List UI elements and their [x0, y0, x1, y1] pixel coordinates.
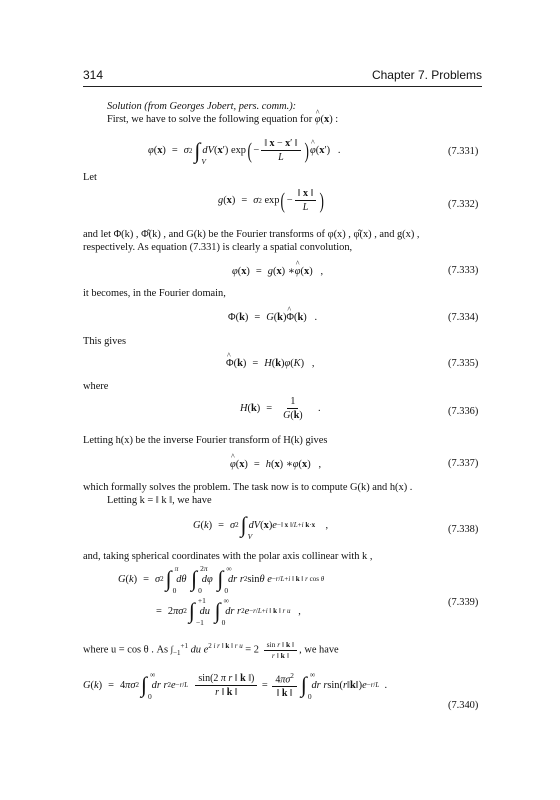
- paragraph-line: respectively. As equation (7.331) is clearly a spatial convolution,: [83, 242, 353, 253]
- paragraph-line: which formally solves the problem. The task now is to compute G(k) and h(x) .: [83, 482, 413, 493]
- paragraph-line: it becomes, in the Fourier domain,: [83, 288, 226, 299]
- equation-7-339-line1: G ( k ) = σ 2 ∫ π 0 dθ ∫ 2π 0 dφ ∫ ∞ 0 dr r 2 sin θ e −r/L+i ‖ k ‖ r cos θ: [118, 564, 325, 595]
- paragraph-line: Letting k = ‖ k ‖, we have: [107, 495, 212, 506]
- equation-7-335: ^ Φ ( k ) = H ( k ) φ ( K ) ,: [226, 358, 314, 369]
- let-text: Let: [83, 172, 97, 183]
- header-rule: [83, 86, 482, 87]
- solution-heading: Solution (from Georges Jobert, pers. comm.):: [107, 101, 297, 112]
- equation-7-340: G ( k ) = 4 πσ 2 ∫ ∞ 0 dr r 2 e −r/L $\frac{\text{sin(2 π r ‖ k ‖)}}{r ‖ k ‖}$ = $\frac{4\pi\sigma^2}{‖ k ‖}$ ∫ ∞ 0 dr r sin( r ‖ k ‖) e −r/L .: [83, 670, 388, 701]
- paragraph-line: and let Φ(k) , Φ̂(k) , and G(k) be the Fourier transforms of φ(x) , φ̂(x) , and g(x) ,: [83, 229, 420, 240]
- paragraph-line: where u = cos θ . As $\int_{-1}^{+1}$ du $e^{2 i r ‖ k ‖ r u} = 2$ $\frac{\text{sin r ‖ k ‖}}{r ‖ k ‖}$ , we have: [83, 639, 339, 660]
- intro-line: First, we have to solve the following equation for ^ φ(x) :: [107, 113, 507, 126]
- paragraph-line: and, taking spherical coordinates with the polar axis collinear with k ,: [83, 551, 373, 562]
- paragraph-line: This gives: [83, 336, 127, 347]
- eq-number: (7.333): [448, 265, 479, 276]
- eq-number: (7.334): [448, 312, 479, 323]
- eq-number: (7.340): [448, 700, 479, 711]
- paragraph-line: Letting h(x) be the inverse Fourier transform of H(k) gives: [83, 435, 328, 446]
- paragraph-line: where: [83, 381, 109, 392]
- page-number: 314: [83, 68, 104, 82]
- equation-7-334: Φ( k ) = G ( k ) ^ Φ ( k ) .: [228, 312, 317, 323]
- eq-number: (7.335): [448, 358, 479, 369]
- eq-number: (7.332): [448, 199, 479, 210]
- eq-number: (7.331): [448, 146, 479, 157]
- eq-number: (7.336): [448, 406, 479, 417]
- equation-7-339-line2: = 2 πσ 2 ∫ +1 −1 du ∫ ∞ 0 dr r 2 e −r/L+i ‖ k ‖ r u ,: [156, 596, 301, 627]
- equation-7-338: G ( k ) = σ 2 ∫ V dV ( x ) e −‖ x ‖/L+i k·x ,: [193, 512, 329, 541]
- equation-7-333: φ ( x ) = g ( x ) ∗ ^ φ ( x ) ,: [232, 265, 323, 277]
- equation-7-331: φ ( x ) = σ 2 ∫ V dV ( x ′) exp ( − $\frac{‖ x - x' ‖}{L}$ ) ^ φ ( x ′) .: [148, 138, 341, 163]
- equation-7-337: ^ φ ( x ) = h ( x ) ∗ φ ( x ) ,: [230, 458, 321, 470]
- equation-7-332: g ( x ) = σ 2 exp ( − $\frac{‖ x ‖}{L}$ ): [218, 187, 325, 213]
- equation-7-336: H ( k ) = $\frac{1}{G(k)}$ .: [240, 396, 321, 421]
- eq-number: (7.338): [448, 524, 479, 535]
- chapter-title: Chapter 7. Problems: [371, 68, 482, 82]
- eq-number: (7.337): [448, 458, 479, 469]
- eq-number: (7.339): [448, 597, 479, 608]
